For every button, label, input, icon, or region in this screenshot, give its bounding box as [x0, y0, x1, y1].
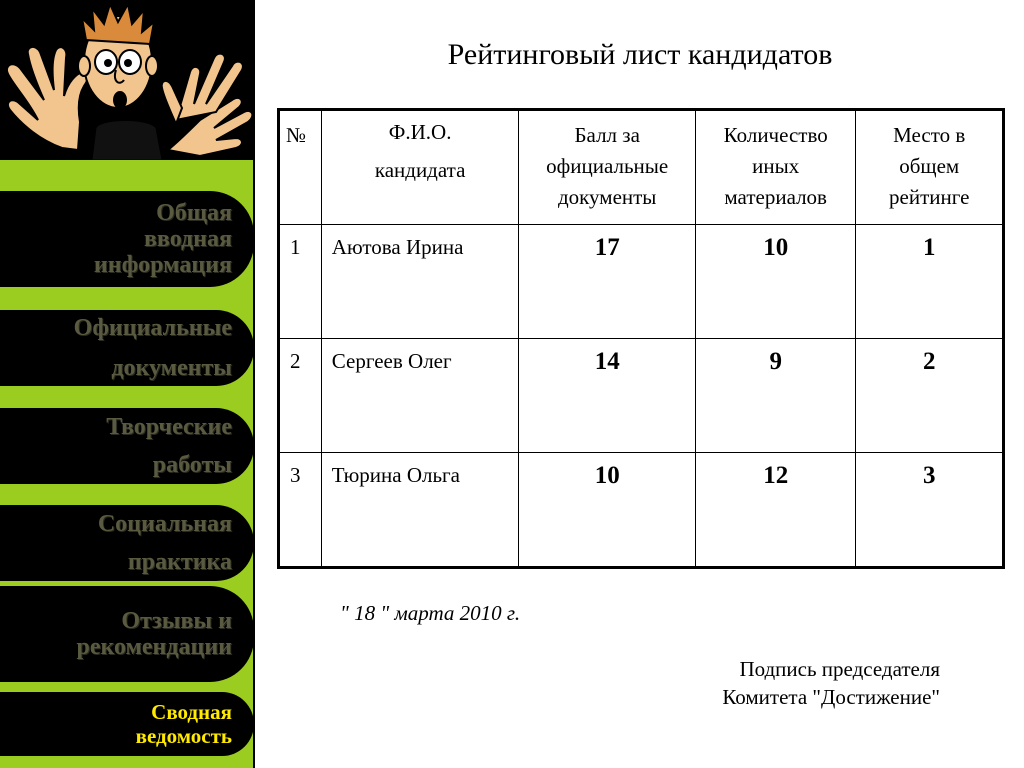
table-row	[279, 339, 1004, 453]
nav-label: Официальные документы	[73, 315, 232, 381]
nav-label: Социальная практика	[97, 511, 232, 575]
nav-label: Общая вводная информация	[93, 200, 232, 278]
nav-official-documents[interactable]	[0, 310, 254, 386]
rating-table	[277, 108, 1005, 569]
header-materials: Количество иных материалов	[695, 110, 855, 225]
row-place: 2	[856, 339, 1004, 453]
row-name: Сергеев Олег	[321, 339, 519, 453]
row-materials: 9	[695, 339, 855, 453]
row-number: 2	[279, 339, 322, 453]
header-name: Ф.И.О. кандидата	[321, 110, 519, 225]
nav-reviews-recommendations[interactable]	[0, 586, 254, 682]
row-score: 10	[519, 453, 696, 568]
nav-label: Отзывы и рекомендации	[76, 608, 232, 660]
header-score: Балл за официальные документы	[519, 110, 696, 225]
nav-creative-works[interactable]	[0, 408, 254, 484]
row-score: 14	[519, 339, 696, 453]
cartoon-character-image	[0, 0, 255, 160]
table-header-row	[279, 110, 1004, 225]
nav-label: Сводная ведомость	[135, 700, 232, 748]
date-text: " 18 " марта 2010 г.	[340, 601, 521, 625]
table-row	[279, 225, 1004, 339]
row-place: 3	[856, 453, 1004, 568]
row-number: 3	[279, 453, 322, 568]
row-name: Аютова Ирина	[321, 225, 519, 339]
nav-summary-sheet[interactable]	[0, 692, 254, 756]
signature-text: Подпись председателя Комитета "Достижение"	[722, 657, 940, 709]
nav-social-practice[interactable]	[0, 505, 254, 581]
row-number: 1	[279, 225, 322, 339]
nav-general-info[interactable]	[0, 191, 254, 287]
nav-label: Творческие работы	[106, 414, 232, 478]
row-materials: 10	[695, 225, 855, 339]
table-row	[279, 453, 1004, 568]
header-place: Место в общем рейтинге	[856, 110, 1004, 225]
sidebar	[0, 0, 255, 768]
row-place: 1	[856, 225, 1004, 339]
row-materials: 12	[695, 453, 855, 568]
row-name: Тюрина Ольга	[321, 453, 519, 568]
header-number: №	[279, 110, 322, 225]
page-title: Рейтинговый лист кандидатов	[447, 38, 833, 71]
row-score: 17	[519, 225, 696, 339]
